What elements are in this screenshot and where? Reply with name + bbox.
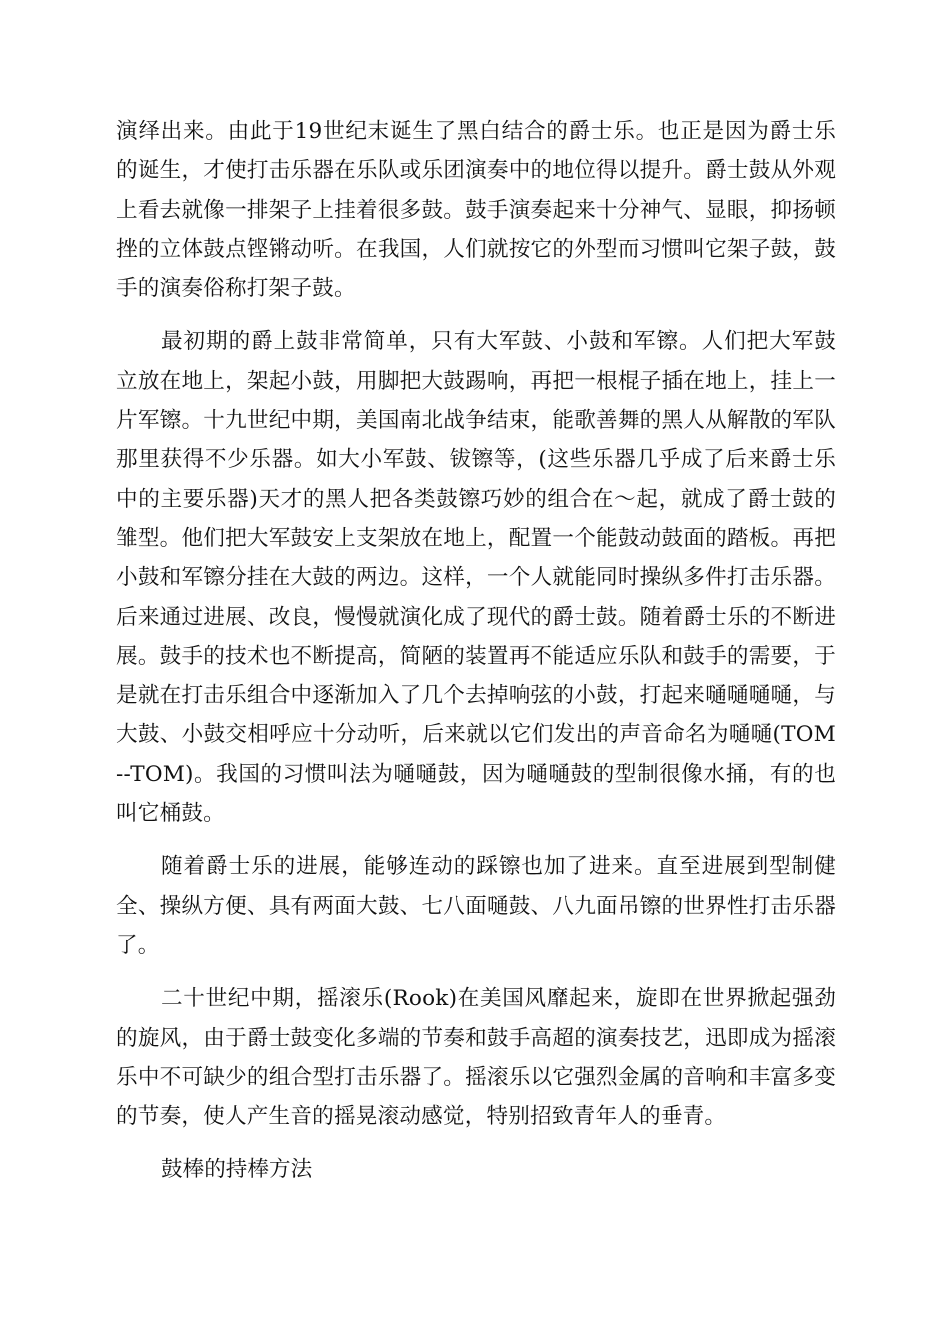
paragraph-early-drums: 最初期的爵上鼓非常简单，只有大军鼓、小鼓和军镲。人们把大军鼓立放在地上，架起小鼓，用脚把大鼓踢响，再把一根棍子插在地上，挂上一片军镲。十九世纪中期，美国南北战争结束，能歌善舞的黑人从解散的军队那里获得不少乐器。如大小军鼓、钹镲等，(这些乐器几乎成了后来爵士乐中的主要乐器)天才的黑人把各类鼓镲巧妙的组合在～起，就成了爵士鼓的雏型。他们把大军鼓安上支架放在地上，配置一个能鼓动鼓面的踏板。再把小鼓和军镲分挂在大鼓的两边。这样，一个人就能同时操纵多件打击乐器。后来通过进展、改良，慢慢就演化成了现代的爵士鼓。随着爵士乐的不断进展。鼓手的技术也不断提高，简陋的装置再不能适应乐队和鼓手的需要，于是就在打击乐组合中逐渐加入了几个去掉响弦的小鼓，打起来嗵嗵嗵嗵，与大鼓、小鼓交相呼应十分动听，后来就以它们发出的声音命名为嗵嗵(TOM--TOM)。我国的习惯叫法为嗵嗵鼓，因为嗵嗵鼓的型制很像水捅，有的也叫它桶鼓。 — [116, 329, 836, 827]
paragraph-rock: 二十世纪中期，摇滚乐(Rook)在美国风靡起来，旋即在世界掀起强劲的旋风，由于爵士鼓变化多端的节奏和鼓手高超的演奏技艺，迅即成为摇滚乐中不可缺少的组合型打击乐器了。摇滚乐以它强烈金属的音响和丰富多变的节奏，使人产生音的摇晃滚动感觉，特别招致青年人的垂青。 — [116, 986, 836, 1130]
document-body — [116, 112, 836, 1190]
section-heading: 鼓棒的持棒方法 — [161, 1157, 313, 1183]
paragraph-continuation: 演绎出来。由此于19世纪末诞生了黑白结合的爵士乐。也正是因为爵士乐的诞生，才使打击乐器在乐队或乐团演奏中的地位得以提升。爵士鼓从外观上看去就像一排架子上挂着很多鼓。鼓手演奏起来十分神气、显眼，抑扬顿挫的立体鼓点铿锵动听。在我国，人们就按它的外型而习惯叫它架子鼓，鼓手的演奏俗称打架子鼓。 — [116, 119, 836, 302]
paragraph-hihat: 随着爵士乐的进展，能够连动的踩镲也加了进来。直至进展到型制健全、操纵方便、具有两面大鼓、七八面嗵鼓、八九面吊镲的世界性打击乐器了。 — [116, 854, 836, 958]
